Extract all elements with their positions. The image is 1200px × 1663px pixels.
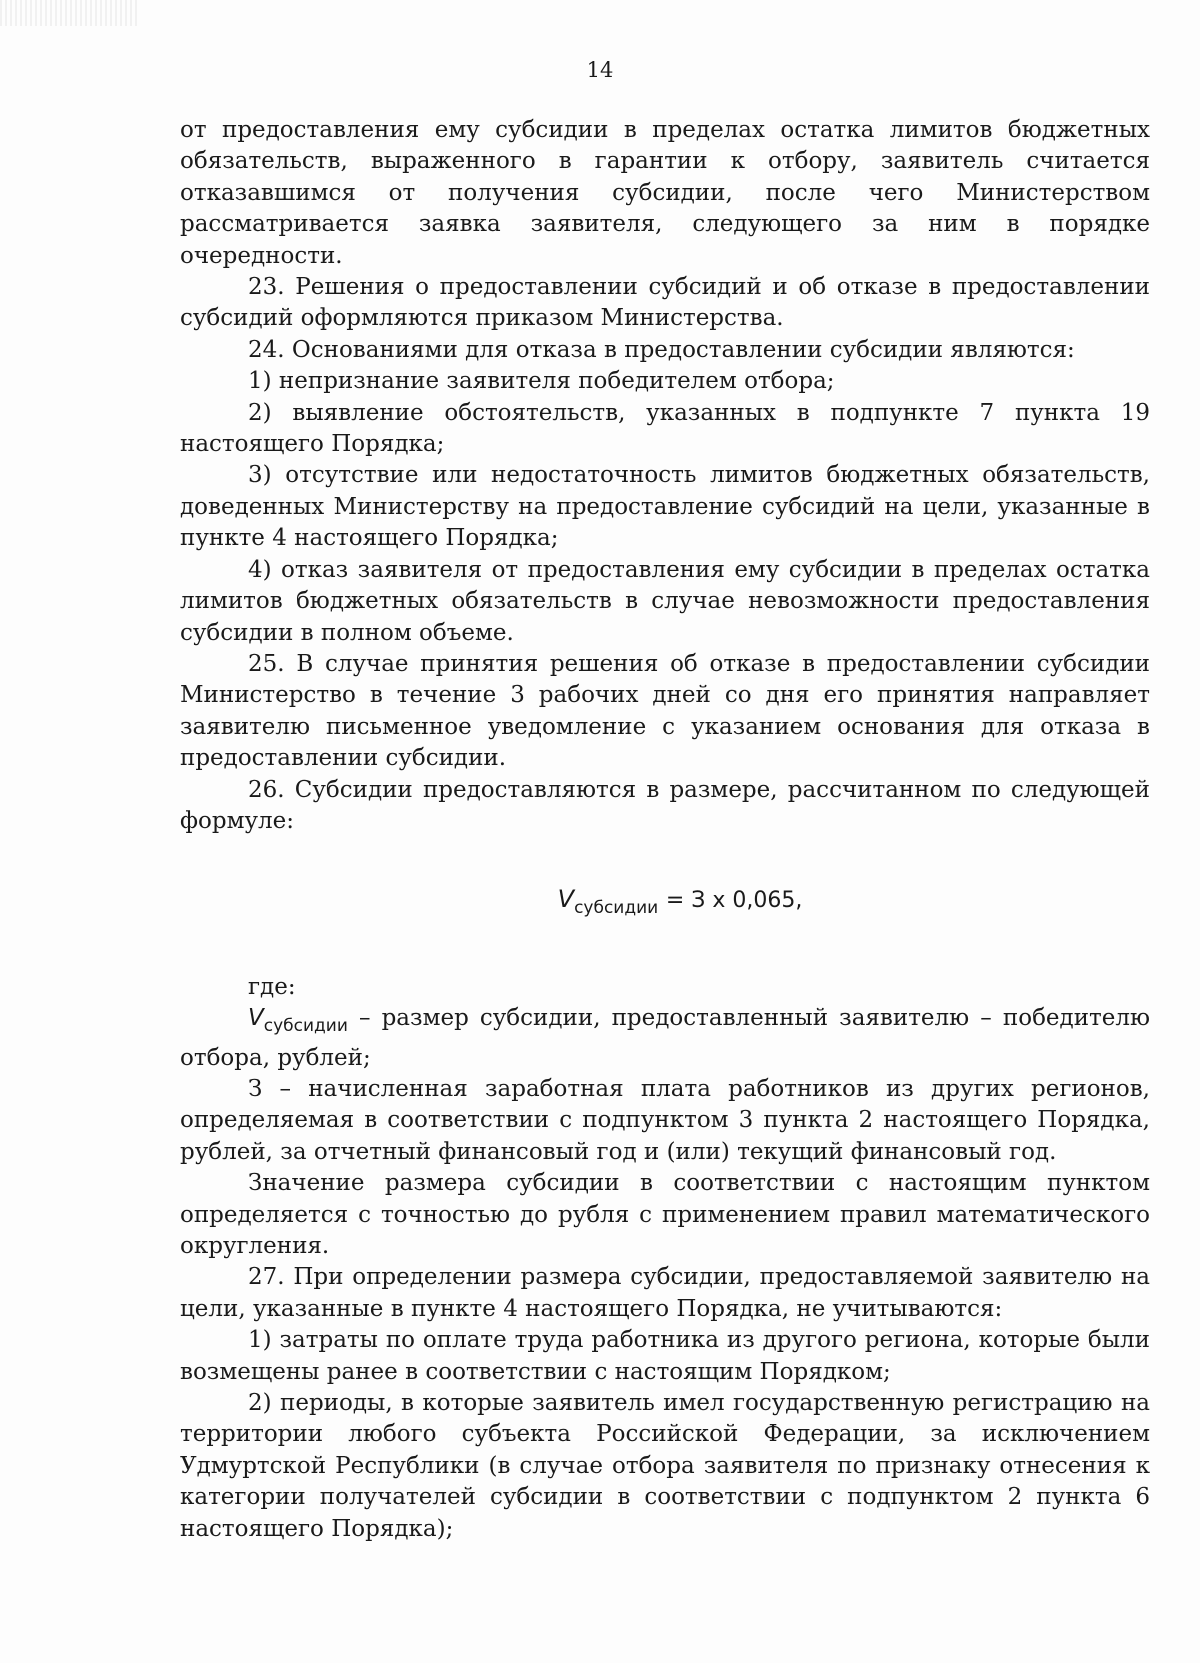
scan-artifact [0,0,140,26]
list-item-27-2: 2) периоды, в которые заявитель имел государственную регистрацию на территории любого субъекта Российской Федерации, за исключением Удмуртской Республики (в случае отбора заявителя по признаку отнесения к категории получателей субсидии в соответствии с подпунктом 2 пункта 6 настоящего Порядка); [180,1390,1150,1542]
paragraph-25: 25. В случае принятия решения об отказе в предоставлении субсидии Министерство в течение 3 рабочих дней со дня его принятия направляет заявителю письменное уведомление с указанием основания для отказа в предоставлении субсидии. [180,650,1150,772]
list-item-24-3: 3) отсутствие или недостаточность лимитов бюджетных обязательств, доведенных Министерству на предоставление субсидий на цели, указанные в пункте 4 настоящего Порядка; [180,462,1150,552]
paragraph-26: 26. Субсидии предоставляются в размере, рассчитанном по следующей формуле: [180,776,1150,834]
document-body [180,115,1150,1545]
paragraph-z-definition: З – начисленная заработная плата работников из других регионов, определяемая в соответствии с подпунктом 3 пункта 2 настоящего Порядка, рублей, за отчетный финансовый год и (или) текущий финансовый год. [180,1075,1150,1165]
paragraph-27: 27. При определении размера субсидии, предоставляемой заявителю на цели, указанные в пункте 4 настоящего Порядка, не учитываются: [180,1264,1150,1322]
definition-variable: V [248,1005,264,1032]
formula-rhs: = З x 0,065, [665,888,803,914]
paragraph-rounding: Значение размера субсидии в соответствии с настоящим пунктом определяется с точностью до рубля с применением правил математического округления. [180,1170,1150,1259]
paragraph-24: 24. Основаниями для отказа в предоставлении субсидии являются: [248,336,1075,363]
list-item-24-1: 1) непризнание заявителя победителем отбора; [248,368,835,395]
formula-variable: V [557,885,575,914]
formula [180,884,1150,924]
definition-subscript: субсидии [263,1016,348,1037]
variable-definition [180,1003,1150,1074]
list-item-24-2: 2) выявление обстоятельств, указанных в подпункте 7 пункта 19 настоящего Порядка; [180,399,1150,458]
where-label: где: [248,973,296,1000]
paragraph-23: 23. Решения о предоставлении субсидий и об отказе в предоставлении субсидий оформляются приказом Министерства. [180,274,1150,332]
page-number: 14 [586,58,614,82]
paragraph-continuation: от предоставления ему субсидии в пределах остатка лимитов бюджетных обязательств, выраженного в гарантии к отбору, заявитель считается отказавшимся от получения субсидии, после чего Министерством рассматривается заявка заявителя, следующего за ним в порядке очередности. [180,117,1150,269]
list-item-24-4: 4) отказ заявителя от предоставления ему субсидии в пределах остатка лимитов бюджетных обязательств в случае невозможности предоставления субсидии в полном объеме. [180,556,1150,646]
list-item-27-1: 1) затраты по оплате труда работника из другого региона, которые были возмещены ранее в соответствии с настоящим Порядком; [180,1327,1150,1385]
formula-subscript: субсидии [574,898,659,919]
definition-text: – размер субсидии, предоставленный заявителю – победителю отбора, рублей; [180,1005,1150,1071]
